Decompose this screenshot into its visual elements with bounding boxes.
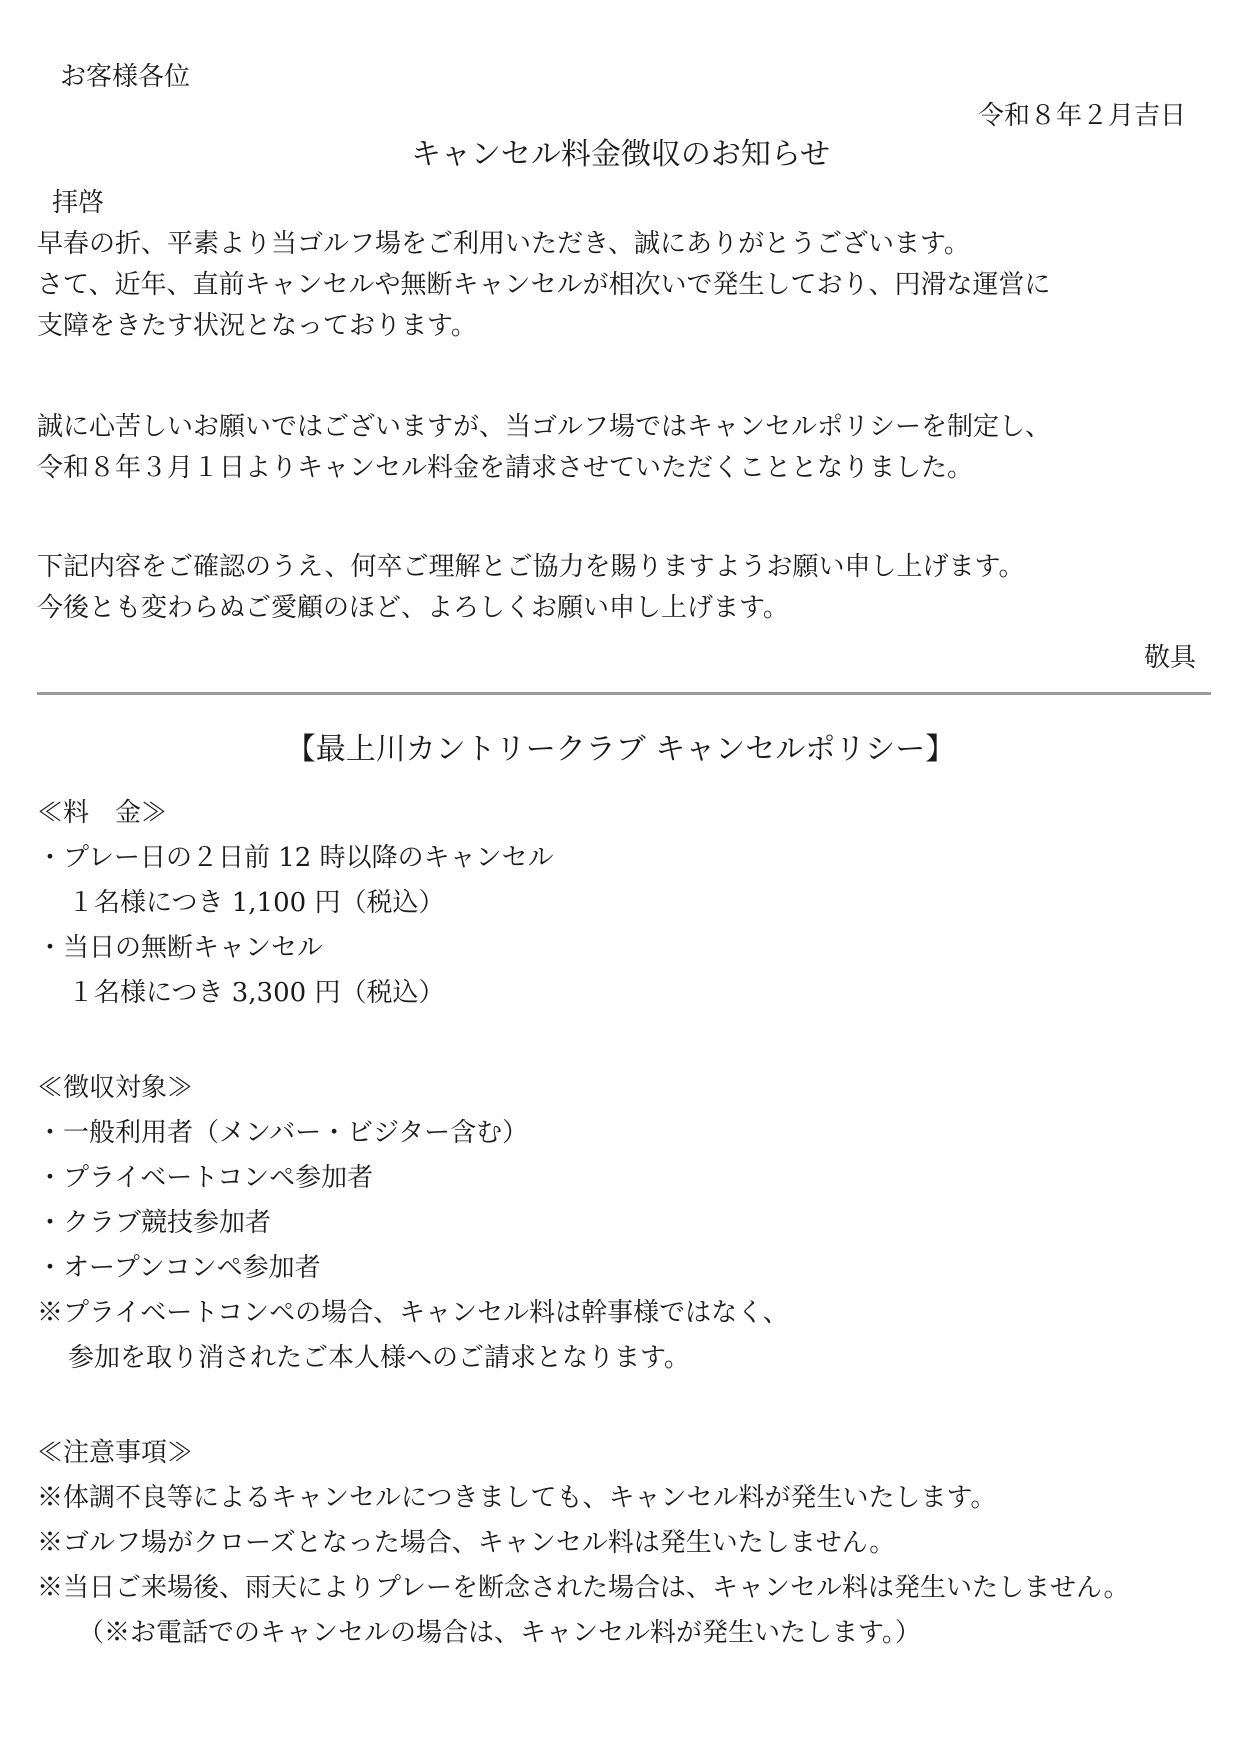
paragraph-line: 誠に心苦しいお願いではございますが、当ゴルフ場ではキャンセルポリシーを制定し、 <box>37 412 1052 442</box>
paragraph-line: 令和８年３月１日よりキャンセル料金を請求させていただくこととなりました。 <box>37 453 974 483</box>
note-item: ※当日ご来場後、雨天によりプレーを断念された場合は、キャンセル料は発生いたしません。 <box>37 1573 1130 1603</box>
opening-salutation: 拝啓 <box>52 188 105 218</box>
note-item: ※ゴルフ場がクローズとなった場合、キャンセル料は発生いたしません。 <box>37 1528 896 1558</box>
fee-item: ・プレー日の２日前 12 時以降のキャンセル <box>37 843 554 873</box>
target-note: ※プライベートコンペの場合、キャンセル料は幹事様ではなく、 <box>37 1298 789 1328</box>
target-item: ・クラブ競技参加者 <box>37 1208 272 1238</box>
target-item: ・オープンコンペ参加者 <box>37 1253 321 1283</box>
paragraph-line: 早春の折、平素より当ゴルフ場をご利用いただき、誠にありがとうございます。 <box>37 229 970 259</box>
note-item: （※お電話でのキャンセルの場合は、キャンセル料が発生いたします。） <box>78 1618 921 1648</box>
fee-item: ・当日の無断キャンセル <box>37 933 324 963</box>
notice-title: キャンセル料金徴収のお知らせ <box>410 137 831 172</box>
paragraph-line: 下記内容をご確認のうえ、何卒ご理解とご協力を賜りますようお願い申し上げます。 <box>37 552 1025 582</box>
paragraph-line: 支障をきたす状況となっております。 <box>37 311 477 341</box>
fee-amount: １名様につき 1,100 円（税込） <box>68 888 445 918</box>
target-note: 参加を取り消されたご本人様へのご請求となります。 <box>68 1343 690 1373</box>
targets-heading: ≪徴収対象≫ <box>37 1073 194 1103</box>
addressee: お客様各位 <box>60 62 191 92</box>
paragraph-line: 今後とも変わらぬご愛顧のほど、よろしくお願い申し上げます。 <box>37 593 789 623</box>
fee-amount: １名様につき 3,300 円（税込） <box>68 978 445 1008</box>
target-item: ・プライベートコンペ参加者 <box>37 1163 374 1193</box>
notice-date: 令和８年２月吉日 <box>977 101 1186 131</box>
fees-heading: ≪料 金≫ <box>37 798 168 828</box>
target-item: ・一般利用者（メンバー・ビジター含む） <box>37 1118 529 1148</box>
paragraph-line: さて、近年、直前キャンセルや無断キャンセルが相次いで発生しており、円滑な運営に <box>37 270 1051 300</box>
closing-salutation: 敬具 <box>1143 643 1196 673</box>
section-divider <box>37 692 1211 695</box>
notes-heading: ≪注意事項≫ <box>37 1438 194 1468</box>
policy-title: 【最上川カントリークラブ キャンセルポリシー】 <box>285 732 956 767</box>
note-item: ※体調不良等によるキャンセルにつきましても、キャンセル料が発生いたします。 <box>37 1483 997 1513</box>
